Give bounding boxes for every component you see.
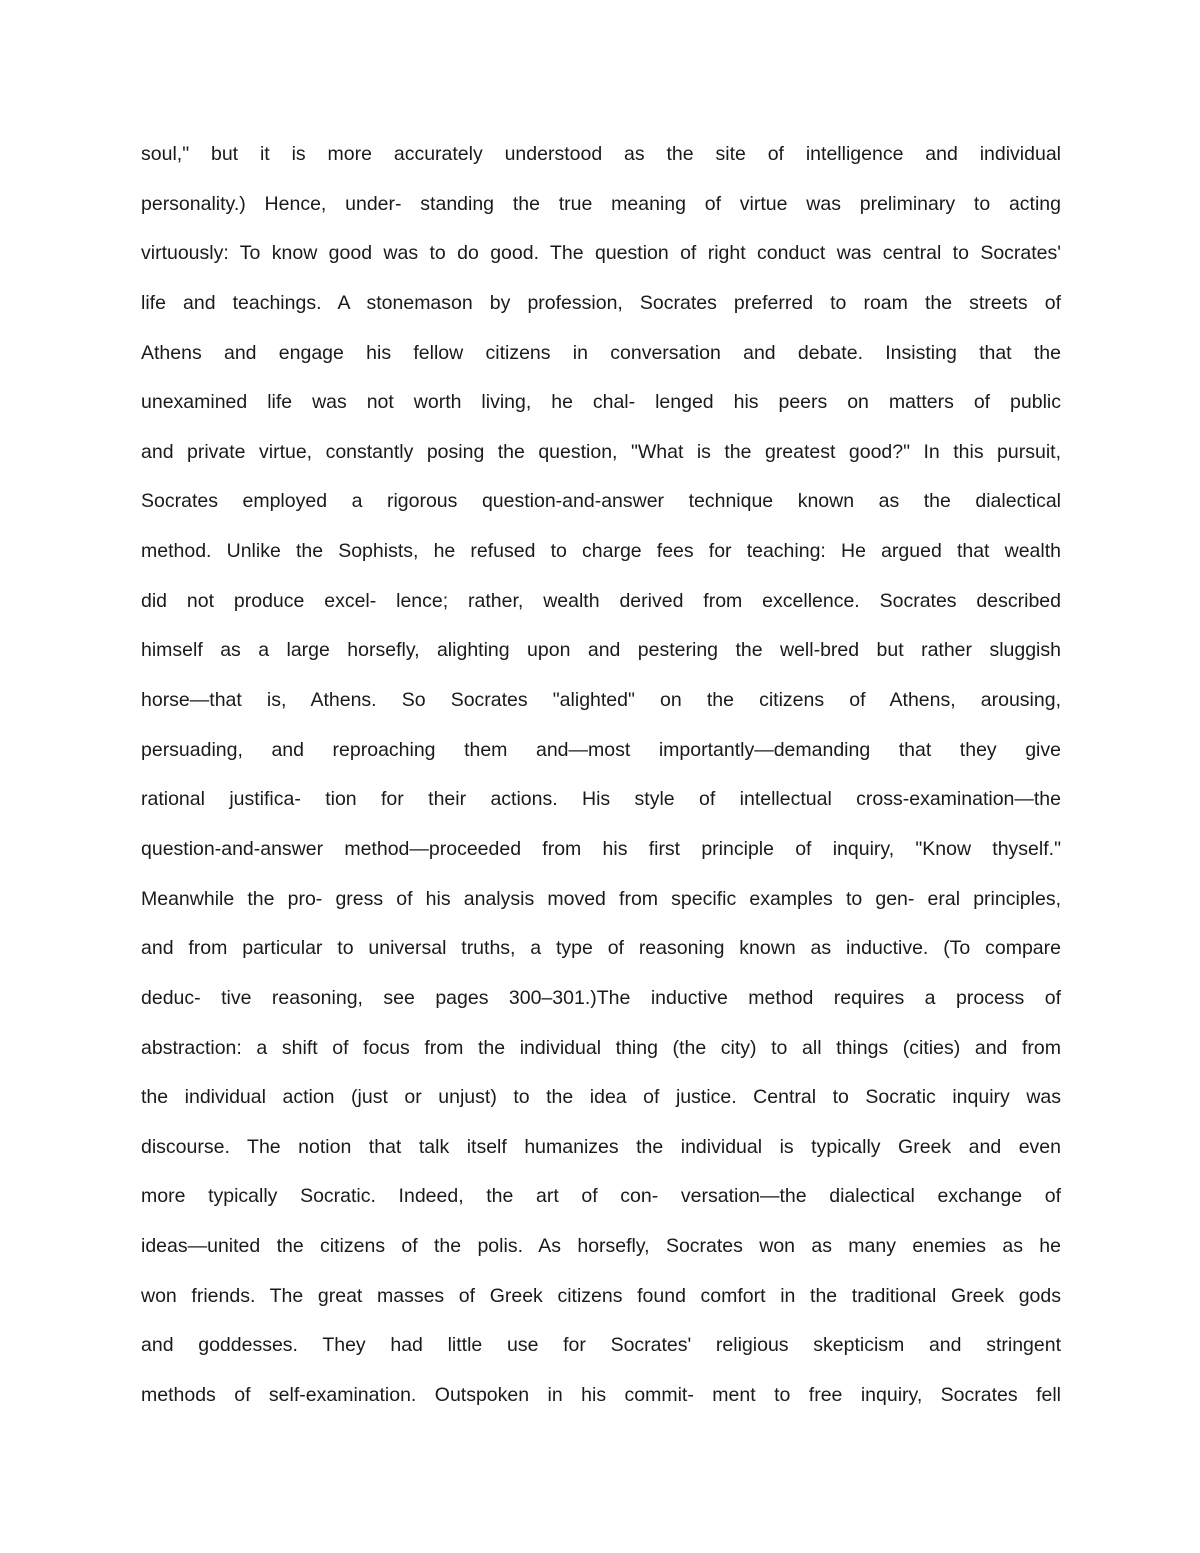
- text-line: won friends. The great masses of Greek citizens found comfort in the traditional Greek gods: [141, 1284, 1061, 1307]
- text-line: personality.) Hence, under- standing the true meaning of virtue was preliminary to acting: [141, 192, 1061, 215]
- body-text: [141, 137, 1061, 1428]
- text-line: abstraction: a shift of focus from the individual thing (the city) to all things (cities) and from: [141, 1036, 1061, 1059]
- text-line: discourse. The notion that talk itself humanizes the individual is typically Greek and even: [141, 1135, 1061, 1158]
- text-line: life and teachings. A stonemason by profession, Socrates preferred to roam the streets of: [141, 291, 1061, 314]
- text-line: soul," but it is more accurately understood as the site of intelligence and individual: [141, 143, 1061, 165]
- text-line: rational justifica- tion for their actions. His style of intellectual cross-examination—the: [141, 788, 1061, 811]
- text-line: deduc- tive reasoning, see pages 300–301.)The inductive method requires a process of: [141, 986, 1061, 1009]
- text-line: horse—that is, Athens. So Socrates "alighted" on the citizens of Athens, arousing,: [141, 689, 1061, 712]
- text-line: question-and-answer method—proceeded from his first principle of inquiry, "Know thyself.": [141, 837, 1061, 860]
- text-line: and from particular to universal truths, a type of reasoning known as inductive. (To compare: [141, 937, 1061, 960]
- text-line: methods of self-examination. Outspoken in his commit- ment to free inquiry, Socrates fell: [141, 1384, 1061, 1407]
- text-line: method. Unlike the Sophists, he refused to charge fees for teaching: He argued that wealth: [141, 540, 1061, 563]
- text-line: Athens and engage his fellow citizens in conversation and debate. Insisting that the: [141, 341, 1061, 364]
- text-line: ideas—united the citizens of the polis. As horsefly, Socrates won as many enemies as he: [141, 1235, 1061, 1258]
- text-line: Socrates employed a rigorous question-and-answer technique known as the dialectical: [141, 490, 1061, 513]
- text-line: virtuously: To know good was to do good. The question of right conduct was central to Socrates': [141, 242, 1061, 265]
- text-line: persuading, and reproaching them and—most importantly—demanding that they give: [141, 738, 1061, 761]
- text-line: unexamined life was not worth living, he chal- lenged his peers on matters of public: [141, 391, 1061, 414]
- text-line: did not produce excel- lence; rather, wealth derived from excellence. Socrates described: [141, 589, 1061, 612]
- text-line: and goddesses. They had little use for Socrates' religious skepticism and stringent: [141, 1334, 1061, 1357]
- text-line: Meanwhile the pro- gress of his analysis moved from specific examples to gen- eral principles,: [141, 887, 1061, 910]
- text-line: the individual action (just or unjust) to the idea of justice. Central to Socratic inquiry was: [141, 1086, 1061, 1109]
- text-line: more typically Socratic. Indeed, the art of con- versation—the dialectical exchange of: [141, 1185, 1061, 1208]
- text-line: and private virtue, constantly posing the question, "What is the greatest good?" In this pursuit,: [141, 440, 1061, 463]
- text-line: himself as a large horsefly, alighting upon and pestering the well-bred but rather sluggish: [141, 639, 1061, 662]
